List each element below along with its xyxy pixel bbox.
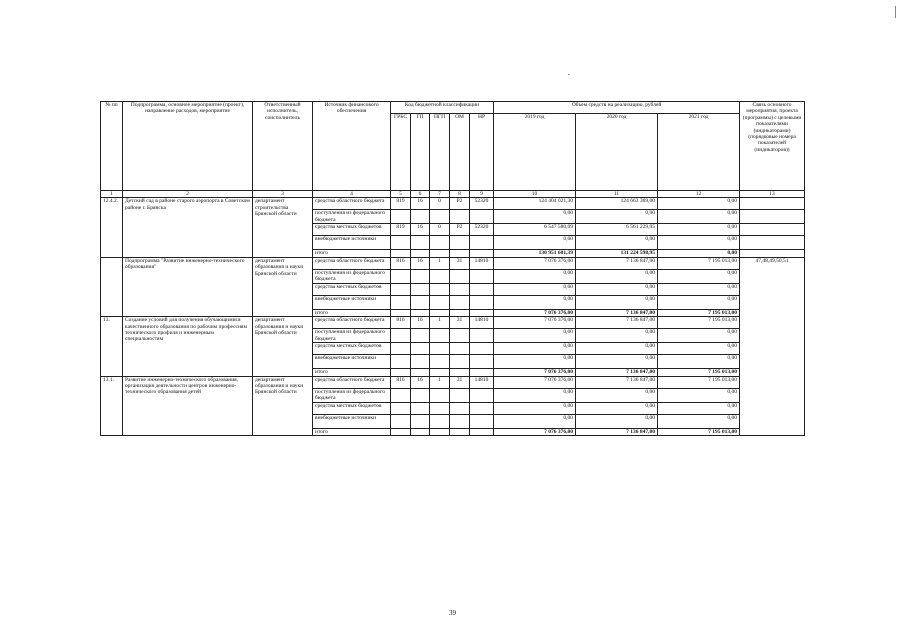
gp-code: 16: [411, 224, 430, 236]
pgp-code: [430, 343, 450, 355]
om-code: [450, 428, 470, 435]
column-number: 10: [494, 191, 576, 198]
nr-code: [470, 283, 494, 295]
column-number: 3: [253, 191, 313, 198]
grbs-code: [391, 402, 411, 414]
amount-2020: 131 224 598,95: [576, 250, 658, 257]
header-volume: Объем средств на реализацию, рублей: [494, 102, 740, 114]
header-2021: 2021 год: [658, 114, 740, 191]
funding-source: итого: [313, 428, 391, 435]
amount-2019: 7 076 376,00: [494, 317, 576, 329]
responsible-executor: департамент строительства Брянской области: [253, 198, 313, 257]
amount-2021: 0,00: [658, 269, 740, 283]
amount-2020: 0,00: [576, 355, 658, 369]
pgp-code: 1: [430, 317, 450, 329]
grbs-code: [391, 269, 411, 283]
nr-code: 14810: [470, 257, 494, 269]
nr-code: [470, 388, 494, 402]
activity-name: Развитие инженерно-технического образования, организация деятельности центров инженерно-технического образования детей: [123, 376, 253, 435]
indicator-link: [740, 210, 805, 224]
funding-source: внебюджетные источники: [313, 414, 391, 428]
indicator-link: [740, 198, 805, 210]
grbs-code: [391, 295, 411, 309]
gp-code: [411, 369, 430, 376]
amount-2019: 7 076 376,00: [494, 428, 576, 435]
column-number: 5: [391, 191, 411, 198]
om-code: P2: [450, 198, 470, 210]
pgp-code: [430, 283, 450, 295]
amount-2019: 7 076 376,00: [494, 309, 576, 316]
amount-2020: 0,00: [576, 269, 658, 283]
amount-2021: 7 195 013,00: [658, 376, 740, 388]
grbs-code: 816: [391, 257, 411, 269]
amount-2021: 7 195 013,00: [658, 317, 740, 329]
indicator-link: [740, 224, 805, 236]
funding-source: внебюджетные источники: [313, 236, 391, 250]
nr-code: [470, 269, 494, 283]
pgp-code: 0: [430, 198, 450, 210]
grbs-code: [391, 388, 411, 402]
header-pgp: ПГП: [430, 114, 450, 191]
funding-source: средства областного бюджета: [313, 257, 391, 269]
gp-code: [411, 329, 430, 343]
amount-2020: 0,00: [576, 236, 658, 250]
grbs-code: [391, 329, 411, 343]
amount-2020: 7 136 847,00: [576, 257, 658, 269]
funding-source: средства местных бюджетов: [313, 283, 391, 295]
amount-2019: 130 951 601,39: [494, 250, 576, 257]
om-code: [450, 355, 470, 369]
nr-code: [470, 414, 494, 428]
indicator-link: [740, 236, 805, 250]
amount-2019: 0,00: [494, 283, 576, 295]
nr-code: [470, 369, 494, 376]
amount-2020: 7 136 847,00: [576, 376, 658, 388]
amount-2020: 7 136 847,00: [576, 309, 658, 316]
amount-2019: 0,00: [494, 414, 576, 428]
column-number: 8: [450, 191, 470, 198]
header-nr: НР: [470, 114, 494, 191]
nr-code: [470, 309, 494, 316]
pgp-code: [430, 414, 450, 428]
amount-2021: 0,00: [658, 250, 740, 257]
row-number: [101, 257, 123, 316]
scroll-edge-mark: [895, 6, 896, 18]
amount-2019: 7 076 376,00: [494, 376, 576, 388]
gp-code: [411, 402, 430, 414]
nr-code: [470, 295, 494, 309]
pgp-code: [430, 236, 450, 250]
amount-2019: 124 404 021,30: [494, 198, 576, 210]
om-code: 31: [450, 376, 470, 388]
nr-code: [470, 355, 494, 369]
amount-2021: 0,00: [658, 283, 740, 295]
header-gp: ГП: [411, 114, 430, 191]
gp-code: 16: [411, 257, 430, 269]
amount-2020: 7 136 847,00: [576, 317, 658, 329]
amount-2019: 0,00: [494, 236, 576, 250]
amount-2020: 7 136 847,00: [576, 369, 658, 376]
responsible-executor: департамент образования и науки Брянской области: [253, 257, 313, 316]
responsible-executor: департамент образования и науки Брянской области: [253, 317, 313, 376]
amount-2020: 6 561 229,95: [576, 224, 658, 236]
funding-source: средства местных бюджетов: [313, 343, 391, 355]
amount-2019: 6 547 580,09: [494, 224, 576, 236]
grbs-code: [391, 355, 411, 369]
gp-code: [411, 236, 430, 250]
amount-2021: 0,00: [658, 343, 740, 355]
column-number: 9: [470, 191, 494, 198]
pgp-code: [430, 369, 450, 376]
pgp-code: [430, 388, 450, 402]
om-code: [450, 210, 470, 224]
amount-2021: 7 195 013,00: [658, 309, 740, 316]
table-row: [101, 317, 805, 329]
grbs-code: [391, 428, 411, 435]
column-number: 13: [740, 191, 805, 198]
pgp-code: 1: [430, 257, 450, 269]
row-number: 13.1.: [101, 376, 123, 435]
om-code: [450, 402, 470, 414]
header-no: № пп: [101, 102, 123, 191]
header-2019: 2019 год: [494, 114, 576, 191]
funding-source: поступления из федерального бюджета: [313, 388, 391, 402]
amount-2021: 0,00: [658, 236, 740, 250]
om-code: 31: [450, 317, 470, 329]
funding-source: поступления из федерального бюджета: [313, 210, 391, 224]
gp-code: [411, 269, 430, 283]
amount-2020: 0,00: [576, 329, 658, 343]
pgp-code: [430, 355, 450, 369]
funding-source: внебюджетные источники: [313, 355, 391, 369]
pgp-code: [430, 329, 450, 343]
om-code: [450, 250, 470, 257]
amount-2019: 0,00: [494, 269, 576, 283]
amount-2020: 0,00: [576, 388, 658, 402]
amount-2021: 0,00: [658, 402, 740, 414]
grbs-code: [391, 210, 411, 224]
amount-2019: 0,00: [494, 343, 576, 355]
activity-name: Создание условий для получения обучающимися качественного образования по рабочим профессиям технического профиля и инженерным специальностям: [123, 317, 253, 376]
om-code: [450, 414, 470, 428]
header-om: ОМ: [450, 114, 470, 191]
gp-code: [411, 388, 430, 402]
amount-2019: 0,00: [494, 355, 576, 369]
om-code: [450, 309, 470, 316]
nr-code: [470, 210, 494, 224]
om-code: [450, 369, 470, 376]
nr-code: [470, 250, 494, 257]
om-code: [450, 343, 470, 355]
responsible-executor: департамент образования и науки Брянской области: [253, 376, 313, 435]
amount-2021: 0,00: [658, 224, 740, 236]
grbs-code: [391, 343, 411, 355]
grbs-code: [391, 250, 411, 257]
grbs-code: [391, 309, 411, 316]
funding-source: средства областного бюджета: [313, 198, 391, 210]
om-code: [450, 236, 470, 250]
amount-2020: 0,00: [576, 283, 658, 295]
gp-code: [411, 283, 430, 295]
om-code: [450, 329, 470, 343]
amount-2020: 124 663 369,00: [576, 198, 658, 210]
pgp-code: 1: [430, 376, 450, 388]
header-subprogram: Подпрограмма, основное мероприятие (проект), направление расходов, мероприятие: [123, 102, 253, 191]
om-code: [450, 269, 470, 283]
column-number: 4: [313, 191, 391, 198]
header-grbs: ГРБС: [391, 114, 411, 191]
page-number: 39: [449, 609, 456, 617]
funding-source: средства местных бюджетов: [313, 224, 391, 236]
table-row: [101, 257, 805, 269]
grbs-code: [391, 283, 411, 295]
grbs-code: [391, 414, 411, 428]
amount-2021: 7 195 013,00: [658, 428, 740, 435]
table-row: [101, 376, 805, 388]
amount-2019: 0,00: [494, 388, 576, 402]
gp-code: [411, 210, 430, 224]
nr-code: [470, 343, 494, 355]
nr-code: 14810: [470, 317, 494, 329]
pgp-code: [430, 309, 450, 316]
amount-2019: 0,00: [494, 295, 576, 309]
header-source: Источник финансового обеспечения: [313, 102, 391, 191]
grbs-code: 816: [391, 317, 411, 329]
amount-2020: 0,00: [576, 210, 658, 224]
om-code: 31: [450, 257, 470, 269]
funding-source: средства областного бюджета: [313, 376, 391, 388]
om-code: [450, 388, 470, 402]
row-number: 13.: [101, 317, 123, 376]
budget-table: [100, 101, 805, 436]
pgp-code: [430, 269, 450, 283]
gp-code: [411, 428, 430, 435]
amount-2021: 0,00: [658, 388, 740, 402]
header-budget-code: Код бюджетной классификации: [391, 102, 494, 114]
amount-2021: 7 195 013,00: [658, 369, 740, 376]
funding-source: итого: [313, 250, 391, 257]
amount-2020: 7 136 847,00: [576, 428, 658, 435]
om-code: [450, 283, 470, 295]
grbs-code: [391, 236, 411, 250]
funding-source: итого: [313, 309, 391, 316]
pgp-code: [430, 210, 450, 224]
grbs-code: 819: [391, 198, 411, 210]
gp-code: [411, 343, 430, 355]
pgp-code: [430, 250, 450, 257]
om-code: [450, 295, 470, 309]
amount-2019: 0,00: [494, 210, 576, 224]
gp-code: [411, 355, 430, 369]
amount-2021: 0,00: [658, 414, 740, 428]
header-2020: 2020 год: [576, 114, 658, 191]
nr-code: 14810: [470, 376, 494, 388]
gp-code: [411, 414, 430, 428]
column-number-row: [101, 191, 805, 198]
om-code: P2: [450, 224, 470, 236]
indicator-link: [740, 250, 805, 257]
header-link: Связь основного мероприятия, проекта (программы) с целевыми показателями (индикаторами) (порядковые номера показателей (индикаторов)): [740, 102, 805, 191]
column-number: 11: [576, 191, 658, 198]
gp-code: [411, 295, 430, 309]
nr-code: 52320: [470, 198, 494, 210]
scan-speck: [568, 74, 570, 75]
column-number: 6: [411, 191, 430, 198]
funding-source: внебюджетные источники: [313, 295, 391, 309]
gp-code: 16: [411, 376, 430, 388]
column-number: 2: [123, 191, 253, 198]
funding-source: поступления из федерального бюджета: [313, 269, 391, 283]
column-number: 7: [430, 191, 450, 198]
column-number: 1: [101, 191, 123, 198]
amount-2019: 7 076 376,00: [494, 257, 576, 269]
amount-2020: 0,00: [576, 414, 658, 428]
pgp-code: 0: [430, 224, 450, 236]
amount-2020: 0,00: [576, 402, 658, 414]
amount-2019: 0,00: [494, 329, 576, 343]
amount-2021: 0,00: [658, 355, 740, 369]
gp-code: [411, 309, 430, 316]
amount-2021: 0,00: [658, 210, 740, 224]
activity-name: Подпрограмма "Развитие инженерно-технического образования": [123, 257, 253, 316]
funding-source: поступления из федерального бюджета: [313, 329, 391, 343]
header-executor: Ответственный исполнитель, соисполнитель: [253, 102, 313, 191]
amount-2020: 0,00: [576, 343, 658, 355]
amount-2019: 7 076 376,00: [494, 369, 576, 376]
nr-code: 52320: [470, 224, 494, 236]
nr-code: [470, 428, 494, 435]
grbs-code: [391, 369, 411, 376]
header-row: [101, 102, 805, 114]
gp-code: 16: [411, 198, 430, 210]
gp-code: 16: [411, 317, 430, 329]
gp-code: [411, 250, 430, 257]
funding-source: итого: [313, 369, 391, 376]
funding-source: средства областного бюджета: [313, 317, 391, 329]
pgp-code: [430, 295, 450, 309]
amount-2019: 0,00: [494, 402, 576, 414]
amount-2021: 0,00: [658, 295, 740, 309]
activity-name: Детский сад в районе старого аэропорта в Советском районе г. Брянска: [123, 198, 253, 257]
nr-code: [470, 402, 494, 414]
indicator-link: 47,48,49,50,51: [740, 257, 805, 435]
table-row: [101, 198, 805, 210]
amount-2020: 0,00: [576, 295, 658, 309]
grbs-code: 819: [391, 224, 411, 236]
pgp-code: [430, 428, 450, 435]
pgp-code: [430, 402, 450, 414]
nr-code: [470, 236, 494, 250]
row-number: 12.4.2.: [101, 198, 123, 257]
amount-2021: 0,00: [658, 198, 740, 210]
amount-2021: 7 195 013,00: [658, 257, 740, 269]
grbs-code: 816: [391, 376, 411, 388]
column-number: 12: [658, 191, 740, 198]
funding-source: средства местных бюджетов: [313, 402, 391, 414]
nr-code: [470, 329, 494, 343]
amount-2021: 0,00: [658, 329, 740, 343]
